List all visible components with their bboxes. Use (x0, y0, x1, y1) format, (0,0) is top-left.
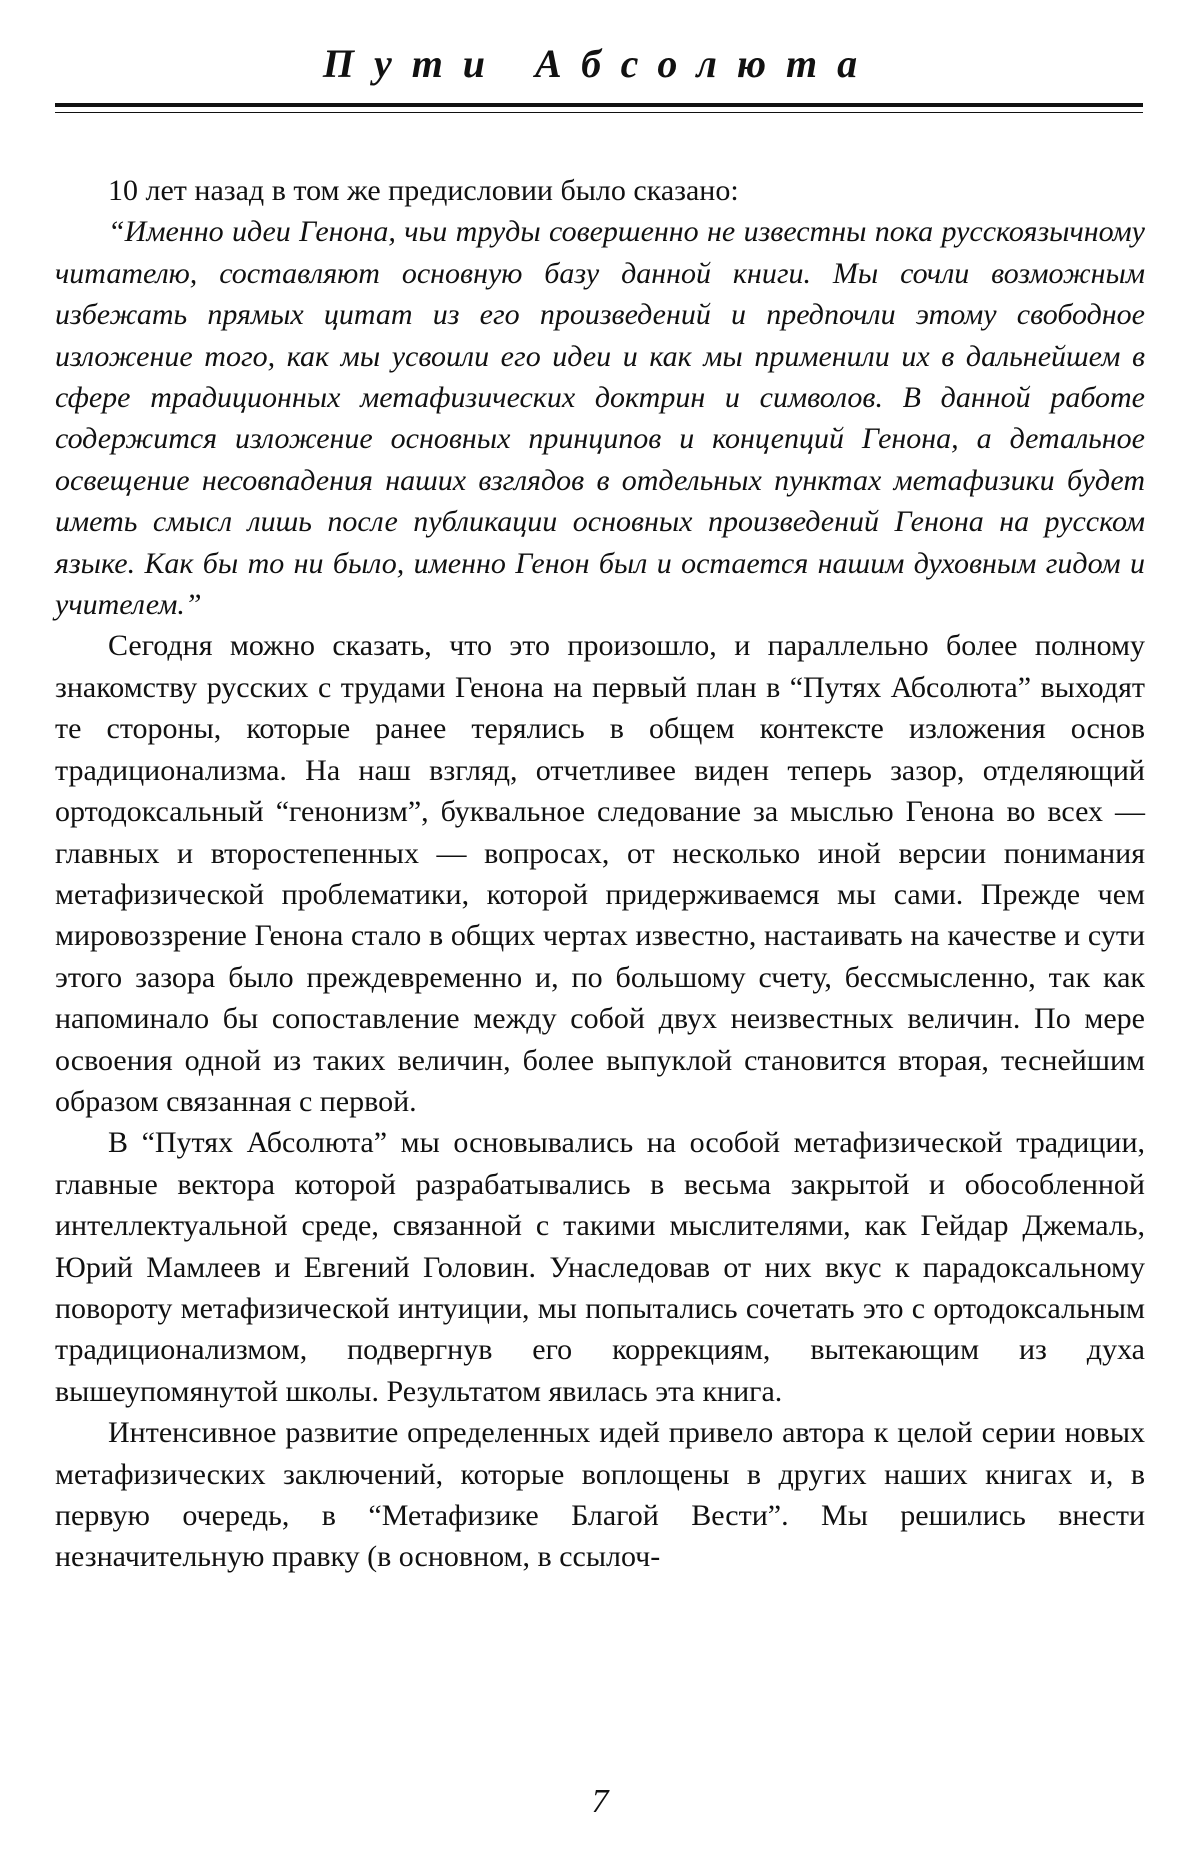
body-text (55, 170, 1145, 1578)
page-number: 7 (591, 1783, 609, 1820)
paragraph-development: Интенсивное развитие определенных идей привело автора к целой серии новых метафизических заключений, которые воплощены в других наших книгах и, в первую очередь, в “Метафизике Благой Вести”. Мы решились внести незначительную правку (в основном, в ссылоч- (55, 1416, 1145, 1574)
running-title: Пути Абсолюта (322, 41, 878, 86)
paragraph-tradition: В “Путях Абсолюта” мы основывались на особой метафизической традиции, главные вектора которой разрабатывались в весьма закрытой и обособленной интеллектуальной среде, связанной с такими мыслителями, как Гейдар Джемаль, Юрий Мамлеев и Евгений Головин. Унаследовав от них вкус к парадоксальному повороту метафизической интуиции, мы попытались сочетать это с ортодоксальным традиционализмом, подвергнув его коррекциям, вытекающим из духа вышеупомянутой школы. Результатом явилась эта книга. (55, 1126, 1145, 1408)
paragraph-quote: “Именно идеи Генона, чьи труды совершенно не известны пока русскоязычному читателю, составляют основную базу данной книги. Мы сочли возможным избежать прямых цитат из его произведений и предпочли этому свободное изложение того, как мы усвоили его идеи и как мы применили их в дальнейшем в сфере традиционных метафизических доктрин и символов. В данной работе содержится изложение основных принципов и концепций Генона, а детальное освещение несовпадения наших взглядов в отдельных пунктах метафизики будет иметь смысл лишь после публикации основных произведений Генона на русском языке. Как бы то ни было, именно Генон был и остается нашим духовным гидом и учителем.” (55, 215, 1145, 622)
header-rule-thin (55, 112, 1143, 113)
paragraph-intro: 10 лет назад в том же предисловии было сказано: (108, 174, 739, 207)
header-rule-thick (55, 103, 1143, 107)
paragraph-today: Сегодня можно сказать, что это произошло, и параллельно более полному знакомству русских с трудами Генона на первый план в “Путях Абсолюта” выходят те стороны, которые ранее терялись в общем контексте изложения основ традиционализма. На наш взгляд, отчетливее виден теперь зазор, отделяющий ортодоксальный “генонизм”, буквальное следование за мыслью Генона во всех — главных и второстепенных — вопросах, от несколько иной версии понимания метафизической проблематики, которой придерживаемся мы сами. Прежде чем мировоззрение Генона стало в общих чертах известно, настаивать на качестве и сути этого зазора было преждевременно и, по большому счету, бессмысленно, так как напоминало бы сопоставление между собой двух неизвестных величин. По мере освоения одной из таких величин, более выпуклой становится вторая, теснейшим образом связанная с первой. (55, 629, 1145, 1118)
